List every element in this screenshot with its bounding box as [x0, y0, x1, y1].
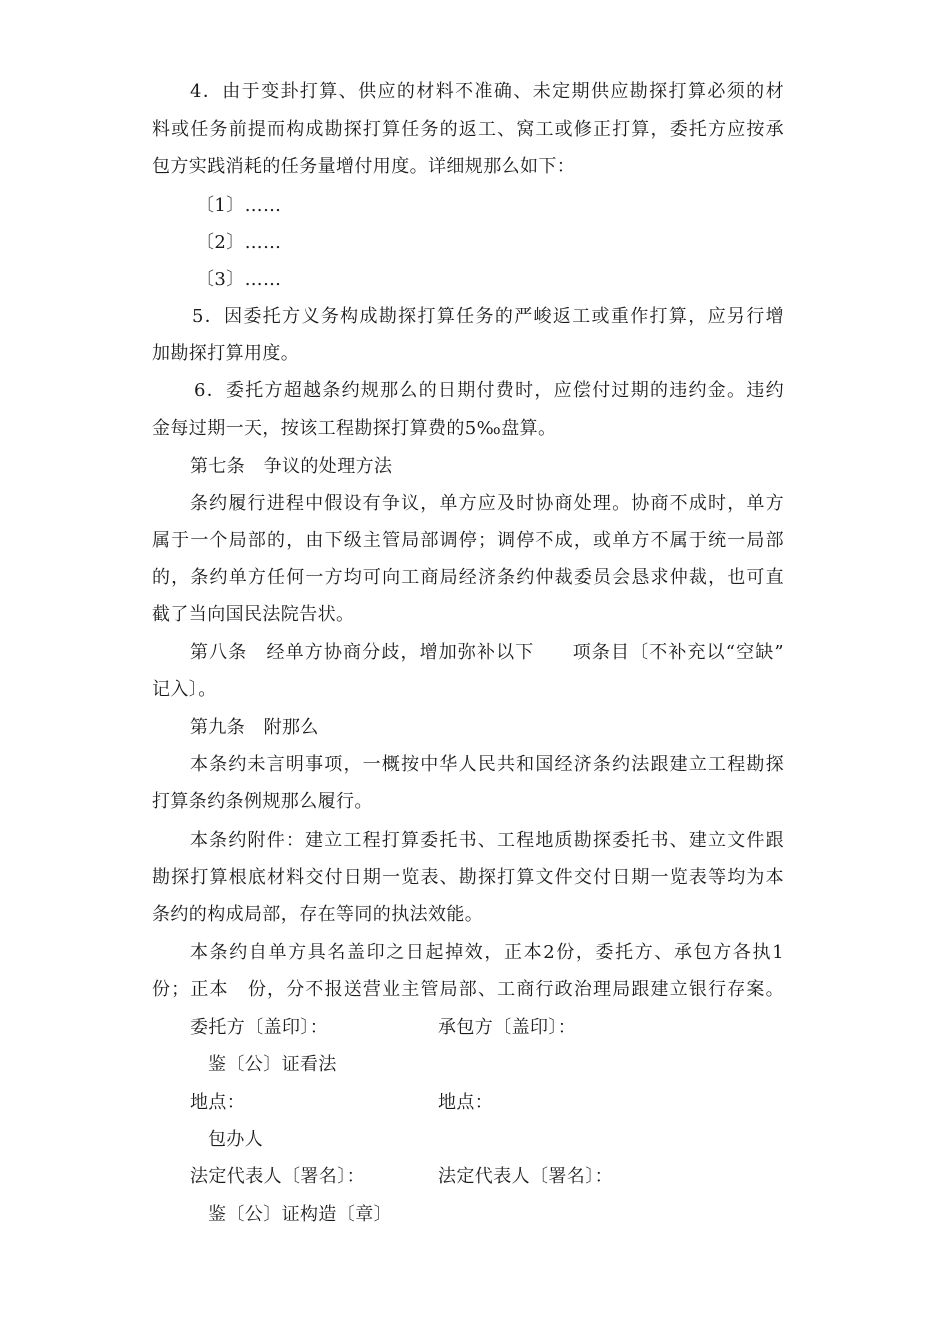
article7-line1: 条约履行进程中假设有争议，单方应及时协商处理。协商不成时，单方 [190, 493, 784, 514]
item6-line2: 金每过期一天，按该工程勘探打算费的5‰盘算。 [152, 418, 557, 439]
client-rep-label: 法定代表人〔署名〕： [190, 1166, 365, 1187]
item6-line1: 6．委托方超越条约规那么的日期付费时，应偿付过期的违约金。违约 [194, 380, 784, 401]
contractor-address-label: 地点： [438, 1092, 494, 1113]
sub-item-2: 〔2〕…… [196, 232, 282, 253]
article9-p2-line3: 条约的构成局部，存在等同的执法效能。 [152, 904, 484, 925]
article9-p1-line2: 打算条约条例规那么履行。 [152, 791, 373, 812]
sub-item-1: 〔1〕…… [196, 195, 282, 216]
article9-title: 第九条 附那么 [190, 717, 319, 738]
article7-title: 第七条 争议的处理方法 [190, 456, 393, 477]
item5-line2: 加勘探打算用度。 [152, 343, 300, 364]
article9-p3-line1: 本条约自单方具名盖印之日起掉效，正本2份，委托方、承包方各执1 [190, 942, 784, 963]
article8-line1: 第八条 经单方协商分歧，增加弥补以下 项条目〔不补充以“空缺” [190, 642, 784, 663]
client-note-seal: 鉴〔公〕证构造〔章〕 [208, 1204, 392, 1225]
article7-line4: 截了当向国民法院告状。 [152, 604, 355, 625]
article8-line2: 记入〕。 [152, 679, 217, 700]
contractor-rep-label: 法定代表人〔署名〕： [438, 1166, 613, 1187]
item4-line2: 料或任务前提而构成勘探打算任务的返工、窝工或修正打算，委托方应按承 [152, 119, 784, 140]
client-note-opinion: 鉴〔公〕证看法 [208, 1054, 337, 1075]
article9-p1-line1: 本条约未言明事项，一概按中华人民共和国经济条约法跟建立工程勘探 [190, 754, 784, 775]
article9-p2-line1: 本条约附件：建立工程打算委托书、工程地质勘探委托书、建立文件跟 [190, 830, 784, 851]
article9-p2-line2: 勘探打算根底材料交付日期一览表、勘探打算文件交付日期一览表等均为本 [152, 867, 784, 888]
client-address-label: 地点： [190, 1092, 246, 1113]
article9-p3-line2: 份；正本 份，分不报送营业主管局部、工商行政治理局跟建立银行存案。 [152, 979, 784, 1000]
sub-item-3: 〔3〕…… [196, 269, 282, 290]
item5-line1: 5．因委托方义务构成勘探打算任务的严峻返工或重作打算，应另行增 [192, 306, 784, 327]
article7-line3: 的，条约单方任何一方均可向工商局经济条约仲裁委员会恳求仲裁，也可直 [152, 567, 784, 588]
item4-line1: 4．由于变卦打算、供应的材料不准确、未定期供应勘探打算必须的材 [190, 81, 784, 102]
item4-line3: 包方实践消耗的任务量增付用度。详细规那么如下： [152, 156, 576, 177]
client-note-handler: 包办人 [208, 1129, 264, 1150]
contractor-seal-label: 承包方〔盖印〕： [438, 1017, 577, 1038]
client-seal-label: 委托方〔盖印〕： [190, 1017, 329, 1038]
article7-line2: 属于一个局部的，由下级主管局部调停；调停不成，或单方不属于统一局部 [152, 530, 784, 551]
